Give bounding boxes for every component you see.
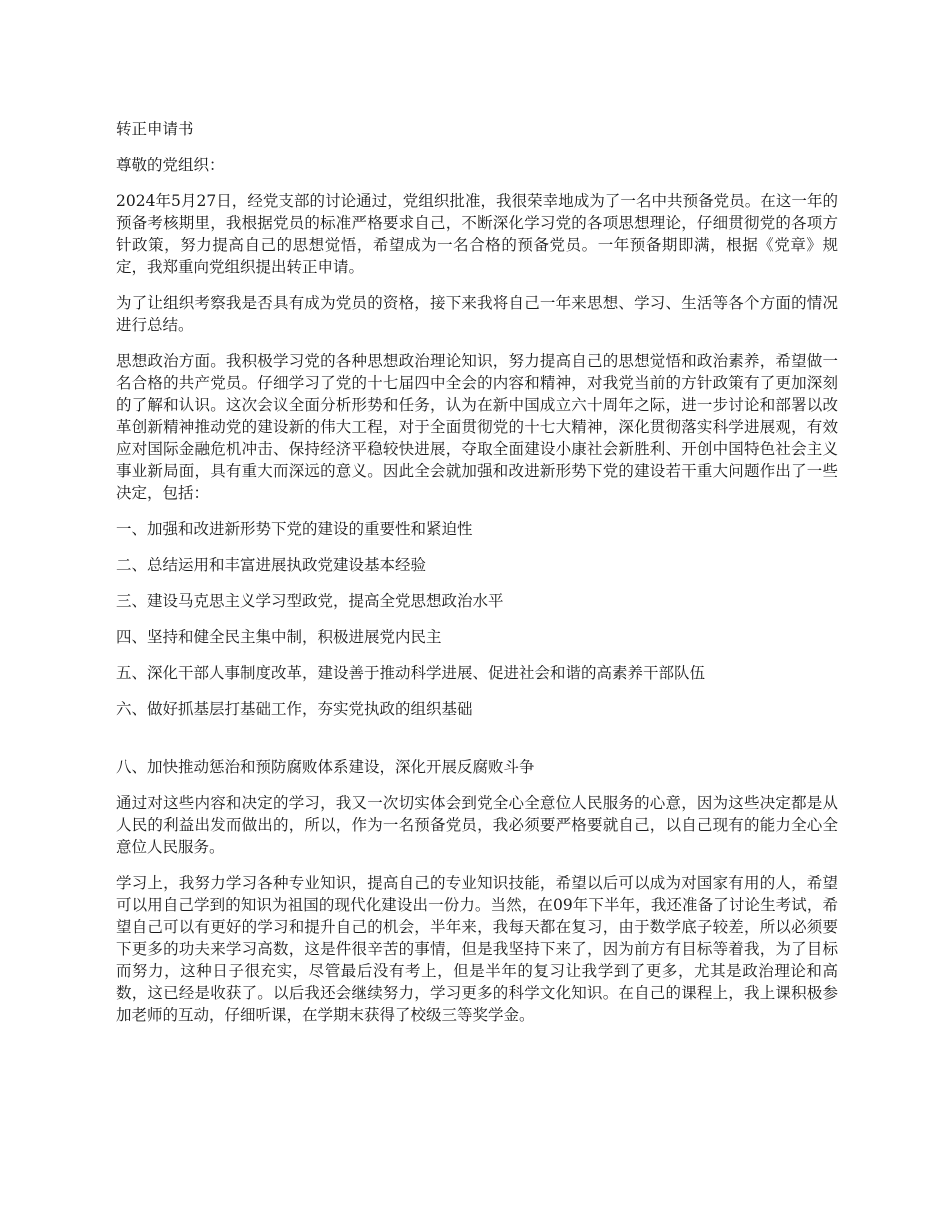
summary-paragraph: 为了让组织考察我是否具有成为党员的资格，接下来我将自己一年来思想、学习、生活等各个方面的情况进行总结。 bbox=[116, 294, 838, 334]
list-item: 四、坚持和健全民主集中制，积极进展党内民主 bbox=[116, 628, 442, 646]
salutation: 尊敬的党组织： bbox=[116, 156, 225, 174]
politics-paragraph: 思想政治方面。我积极学习党的各种思想政治理论知识，努力提高自己的思想觉悟和政治素养，希望做一名合格的共产党员。仔细学习了党的十七届四中全会的内容和精神，对我党当前的方针政策有了更加深刻的了解和认识。这次会议全面分析形势和任务，认为在新中国成立六十周年之际，进一步讨论和部署以改革创新精神推动党的建设新的伟大工程，对于全面贯彻党的十七大精神，深化贯彻落实科学进展观，有效应对国际金融危机冲击、保持经济平稳较快进展，夺取全面建设小康社会新胜利、开创中国特色社会主义事业新局面，具有重大而深远的意义。因此全会就加强和改进新形势下党的建设若干重大问题作出了一些决定，包括： bbox=[116, 352, 838, 502]
list-item: 一、加强和改进新形势下党的建设的重要性和紧迫性 bbox=[116, 520, 473, 538]
list-item: 二、总结运用和丰富进展执政党建设基本经验 bbox=[116, 556, 427, 574]
document-page bbox=[116, 118, 838, 1040]
study-paragraph: 学习上，我努力学习各种专业知识，提高自己的专业知识技能，希望以后可以成为对国家有用的人，希望可以用自己学到的知识为祖国的现代化建设出一份力。当然，在09年下半年，我还准备了讨论生考试，希望自己可以有更好的学习和提升自己的机会，半年来，我每天都在复习，由于数学底子较差，所以必须要下更多的功夫来学习高数，这是件很辛苦的事情，但是我坚持下来了，因为前方有目标等着我，为了目标而努力，这种日子很充实，尽管最后没有考上，但是半年的复习让我学到了更多，尤其是政治理论和高数，这已经是收获了。以后我还会继续努力，学习更多的科学文化知识。在自己的课程上，我上课积极参加老师的互动，仔细听课，在学期末获得了校级三等奖学金。 bbox=[116, 874, 838, 1024]
intro-paragraph: 2024年5月27日，经党支部的讨论通过，党组织批准，我很荣幸地成为了一名中共预备党员。在这一年的预备考核期里，我根据党员的标准严格要求自己，不断深化学习党的各项思想理论，仔细贯彻党的各项方针政策，努力提高自己的思想觉悟，希望成为一名合格的预备党员。一年预备期即满，根据《党章》规定，我郑重向党组织提出转正申请。 bbox=[116, 192, 838, 276]
blank-gap bbox=[116, 734, 838, 756]
list-item-eight: 八、加快推动惩治和预防腐败体系建设，深化开展反腐败斗争 bbox=[116, 758, 535, 776]
list-item: 六、做好抓基层打基础工作，夯实党执政的组织基础 bbox=[116, 700, 473, 718]
list-item: 五、深化干部人事制度改革，建设善于推动科学进展、促进社会和谐的高素养干部队伍 bbox=[116, 664, 706, 682]
document-title: 转正申请书 bbox=[116, 120, 194, 138]
list-item: 三、建设马克思主义学习型政党，提高全党思想政治水平 bbox=[116, 592, 504, 610]
reflection-paragraph: 通过对这些内容和决定的学习，我又一次切实体会到党全心全意位人民服务的心意，因为这些决定都是从人民的利益出发而做出的，所以，作为一名预备党员，我必须要严格要就自己，以自己现有的能力全心全意位人民服务。 bbox=[116, 794, 838, 856]
